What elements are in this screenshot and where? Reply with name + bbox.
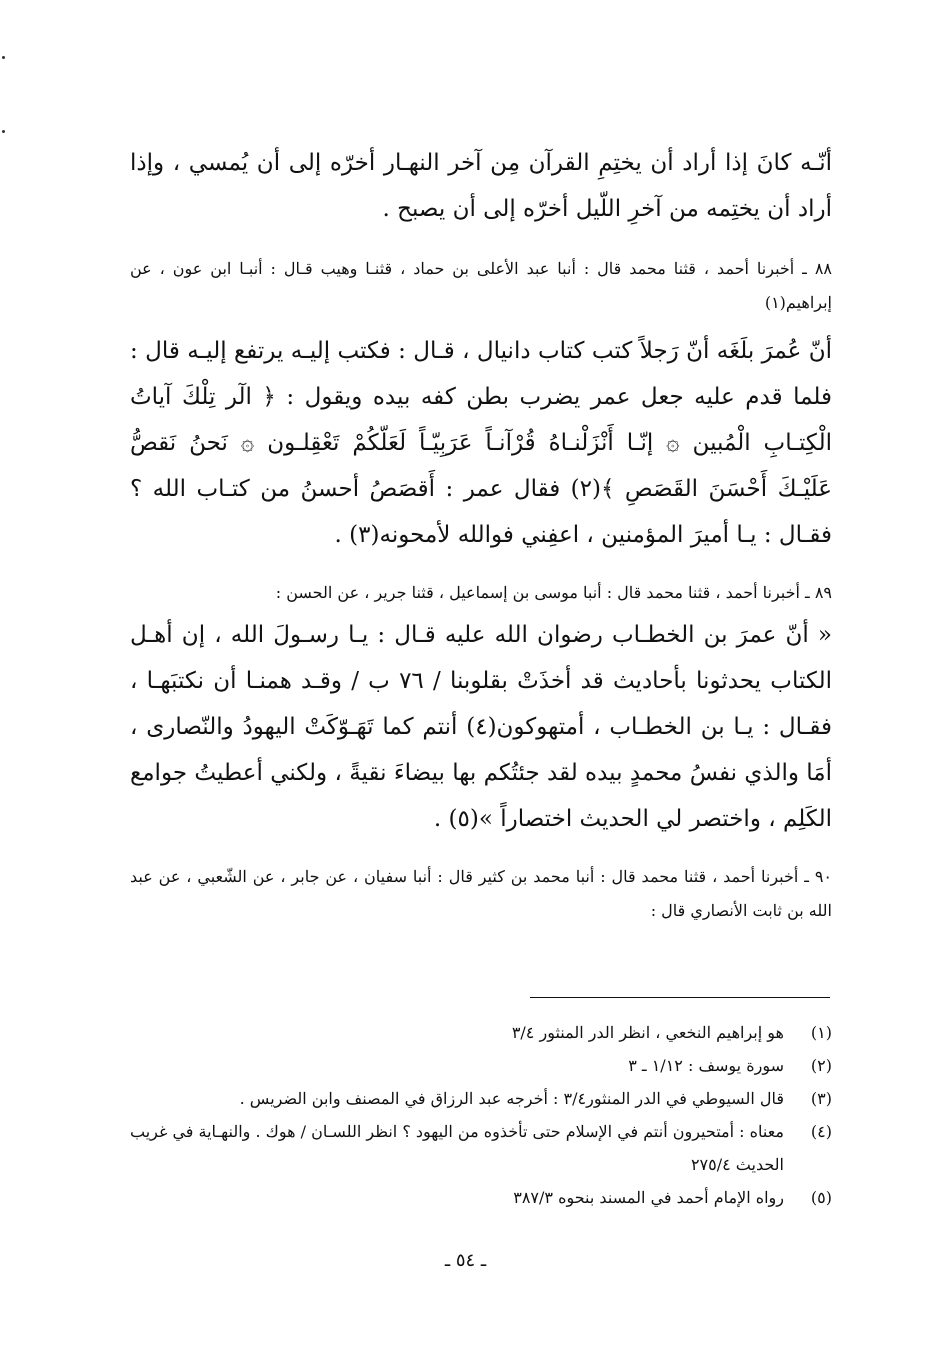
footnote-number: (١) (810, 1023, 832, 1042)
footnote-item (130, 1016, 832, 1049)
footnote-text: قال السيوطي في الدر المنثور٣/٤ : أخرجه عبد الرزاق في المصنف وابن الضريس . (239, 1089, 784, 1108)
paragraph-89: « أنّ عمرَ بن الخطـاب رضوان الله عليه قـال : يـا رسـولَ الله ، إن أهـل الكتاب يحدثونا بأحاديث قد أخذَتْ بقلوبنا / ٧٦ ب / وقـد همنـا أن نكتبَهـا ، فقـال : يـا بن الخطـاب ، أمتهوكون(٤) أنتم كما تَهَـوّكَتْ اليهودُ والنّصارى ، أمَا والذي نفسُ محمدٍ بيده لقد جئتُكم بها بيضاءَ نقيةً ، ولكني أعطيتُ جوامع الكَلِم ، واختصر لي الحديث اختصاراً »(٥) . (130, 622, 832, 832)
paragraph-88: أنّ عُمرَ بلَغَه أنّ رَجلاً كتب كتاب دانيال ، قـال : فكتب إليـه يرتفع إليـه قال : فلما قدم عليه جعل عمر يضرب بطن كفه بيده ويقول : ﴿ الٓر تِلْكَ آياتُ الْكِتـابِ الْمُبين ۞ إنّـا أَنْزَلْنـاهُ قُرْآنـاً عَرَبِيّـاً لَعَلّكُمْ تَعْقِلـون ۞ نَحنُ نَقصُّ عَلَيْـكَ أَحْسَنَ القَصَصِ ﴾(٢) فقال عمر : أَقصَصُ أحسنُ من كتـاب الله ؟ فقـال : يـا أميرَ المؤمنين ، اعفِني فوالله لأمحونه(٣) . (130, 338, 833, 548)
footnote-number: (٢) (810, 1056, 832, 1075)
footnote-text: هو إبراهيم النخعي ، انظر الدر المنثور ٣/٤ (511, 1023, 784, 1042)
footnote-number: (٥) (810, 1188, 832, 1207)
footnote-item (130, 1049, 832, 1082)
isnad-88: ٨٨ ـ أخبرنا أحمد ، قثنا محمد قال : أنبا عبد الأعلى بن حماد ، قثنـا وهيب قـال : أنبـا ابن عون ، عن إبراهيم(١) (130, 259, 833, 312)
footnote-number: (٣) (810, 1089, 832, 1108)
isnad-89: ٨٩ ـ أخبرنا أحمد ، قثنا محمد قال : أنبا موسى بن إسماعيل ، قثنا جرير ، عن الحسن : (275, 583, 832, 602)
footnotes (130, 1016, 832, 1214)
footnote-item (130, 1082, 832, 1115)
footnote-text: سورة يوسف : ١/١٢ ـ ٣ (628, 1056, 784, 1075)
footnote-text: رواه الإمام أحمد في المسند بنحوه ٣٨٧/٣ (513, 1188, 784, 1207)
page-number: ـ ٥٤ ـ (444, 1250, 487, 1271)
footnote-text: معناه : أمتحيرون أنتم في الإسلام حتى تأخذوه من اليهود ؟ انظر اللسـان / هوك . والنهـاية في غريب الحديث ٢٧٥/٤ (130, 1122, 784, 1174)
paragraph-1: أنّـه كانَ إذا أراد أن يختِمِ القرآن مِن آخر النهـار أخرّه إلى أن يُمسي ، وإذا أراد أن يختِمه من آخرِ اللّيل أخرّه إلى أن يصبح . (130, 150, 832, 222)
margin-mark (2, 56, 5, 59)
page-body (130, 140, 832, 928)
footnote-divider (530, 997, 830, 998)
footnote-number: (٤) (810, 1122, 832, 1141)
isnad-90: ٩٠ ـ أخبرنا أحمد ، قثنا محمد قال : أنبا محمد بن كثير قال : أنبا سفيان ، عن جابر ، عن الشّعبي ، عن عبد الله بن ثابت الأنصاري قال : (130, 867, 833, 920)
footnote-item (130, 1115, 832, 1181)
footnote-item (130, 1181, 832, 1214)
margin-mark (2, 130, 5, 133)
